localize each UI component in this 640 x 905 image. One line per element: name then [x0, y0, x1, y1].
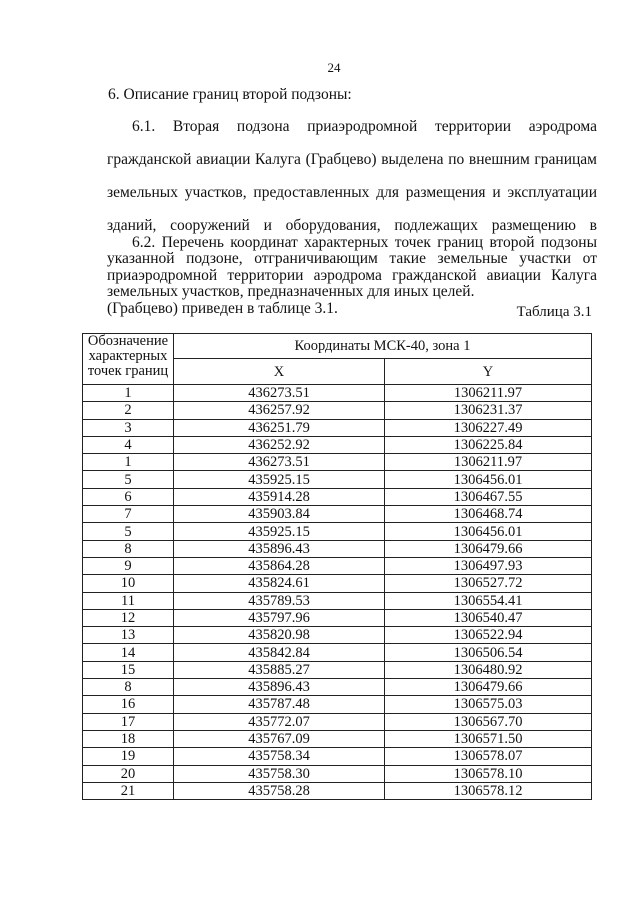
x-cell: 435914.28	[174, 488, 385, 505]
y-cell: 1306578.10	[385, 765, 592, 782]
table-row	[83, 575, 592, 592]
x-cell: 435864.28	[174, 557, 385, 574]
point-cell: 6	[83, 488, 174, 505]
y-cell: 1306468.74	[385, 506, 592, 523]
y-cell: 1306575.03	[385, 696, 592, 713]
table-row	[83, 609, 592, 626]
table-row	[83, 661, 592, 678]
table-row	[83, 419, 592, 436]
table-row	[83, 679, 592, 696]
point-cell: 20	[83, 765, 174, 782]
y-cell: 1306554.41	[385, 592, 592, 609]
point-cell: 4	[83, 436, 174, 453]
point-cell: 16	[83, 696, 174, 713]
point-cell: 9	[83, 557, 174, 574]
x-header: X	[174, 359, 385, 385]
point-cell: 5	[83, 471, 174, 488]
table-row	[83, 644, 592, 661]
table-row	[83, 402, 592, 419]
page-number: 24	[327, 60, 341, 75]
point-cell: 13	[83, 627, 174, 644]
table-row	[83, 782, 592, 799]
table-row	[83, 748, 592, 765]
point-cell: 12	[83, 609, 174, 626]
y-cell: 1306467.55	[385, 488, 592, 505]
y-header: Y	[385, 359, 592, 385]
y-cell: 1306211.97	[385, 385, 592, 402]
table-row	[83, 454, 592, 471]
point-cell: 1	[83, 385, 174, 402]
y-cell: 1306225.84	[385, 436, 592, 453]
table-caption: Таблица 3.1	[516, 304, 592, 320]
point-cell: 2	[83, 402, 174, 419]
paragraph-6-2: 6.2. Перечень координат характерных точек границ второй подзоны приаэродромной территории аэродрома гражданской авиации Калуга (Грабцево) приведен в таблице 3.1.	[107, 234, 597, 317]
y-cell: 1306231.37	[385, 402, 592, 419]
x-cell: 435787.48	[174, 696, 385, 713]
x-cell: 435896.43	[174, 540, 385, 557]
y-cell: 1306211.97	[385, 454, 592, 471]
table-row	[83, 488, 592, 505]
x-cell: 435767.09	[174, 730, 385, 747]
y-cell: 1306480.92	[385, 661, 592, 678]
point-cell: 8	[83, 540, 174, 557]
point-cell: 18	[83, 730, 174, 747]
table-row	[83, 730, 592, 747]
y-cell: 1306578.07	[385, 748, 592, 765]
table-row	[83, 506, 592, 523]
table-row	[83, 696, 592, 713]
point-cell: 14	[83, 644, 174, 661]
table-row	[83, 765, 592, 782]
x-cell: 435758.30	[174, 765, 385, 782]
paragraph-6-1: 6.1. Вторая подзона приаэродромной территории аэродрома гражданской авиации Калуга (Грабцево) выделена по внешним границам земельных участков, предоставленных для размещения и эксплуатации зданий, сооружений и оборудования, подлежащих размещению в указанной подзоне, отграничивающим такие земельные участки от земельных участков, предназначенных для иных целей.	[107, 118, 597, 300]
x-cell: 436273.51	[174, 385, 385, 402]
x-cell: 435824.61	[174, 575, 385, 592]
y-cell: 1306479.66	[385, 679, 592, 696]
x-cell: 435903.84	[174, 506, 385, 523]
point-cell: 17	[83, 713, 174, 730]
x-cell: 435758.34	[174, 748, 385, 765]
y-cell: 1306567.70	[385, 713, 592, 730]
x-cell: 435842.84	[174, 644, 385, 661]
table-row	[83, 713, 592, 730]
point-designation-header: Обозначение характерных точек границ	[83, 334, 174, 385]
x-cell: 435758.28	[174, 782, 385, 799]
point-cell: 7	[83, 506, 174, 523]
x-cell: 436252.92	[174, 436, 385, 453]
y-cell: 1306497.93	[385, 557, 592, 574]
point-cell: 3	[83, 419, 174, 436]
table-row	[83, 557, 592, 574]
y-cell: 1306479.66	[385, 540, 592, 557]
point-cell: 5	[83, 523, 174, 540]
table-row	[83, 627, 592, 644]
table-row	[83, 540, 592, 557]
table-row	[83, 471, 592, 488]
point-cell: 10	[83, 575, 174, 592]
x-cell: 435772.07	[174, 713, 385, 730]
x-cell: 435925.15	[174, 471, 385, 488]
y-cell: 1306522.94	[385, 627, 592, 644]
y-cell: 1306227.49	[385, 419, 592, 436]
y-cell: 1306578.12	[385, 782, 592, 799]
y-cell: 1306506.54	[385, 644, 592, 661]
y-cell: 1306456.01	[385, 471, 592, 488]
x-cell: 435896.43	[174, 679, 385, 696]
point-cell: 21	[83, 782, 174, 799]
table-row	[83, 385, 592, 402]
point-cell: 19	[83, 748, 174, 765]
x-cell: 435820.98	[174, 627, 385, 644]
point-cell: 1	[83, 454, 174, 471]
coordinates-group-header: Координаты МСК-40, зона 1	[174, 334, 592, 359]
x-cell: 435885.27	[174, 661, 385, 678]
x-cell: 435925.15	[174, 523, 385, 540]
x-cell: 436251.79	[174, 419, 385, 436]
y-cell: 1306456.01	[385, 523, 592, 540]
section-heading: 6. Описание границ второй подзоны:	[108, 86, 352, 103]
point-cell: 11	[83, 592, 174, 609]
table-row	[83, 436, 592, 453]
x-cell: 436273.51	[174, 454, 385, 471]
y-cell: 1306540.47	[385, 609, 592, 626]
point-cell: 8	[83, 679, 174, 696]
coordinates-table	[82, 333, 592, 800]
table-row	[83, 592, 592, 609]
table-row	[83, 523, 592, 540]
x-cell: 436257.92	[174, 402, 385, 419]
y-cell: 1306527.72	[385, 575, 592, 592]
point-cell: 15	[83, 661, 174, 678]
x-cell: 435797.96	[174, 609, 385, 626]
x-cell: 435789.53	[174, 592, 385, 609]
y-cell: 1306571.50	[385, 730, 592, 747]
